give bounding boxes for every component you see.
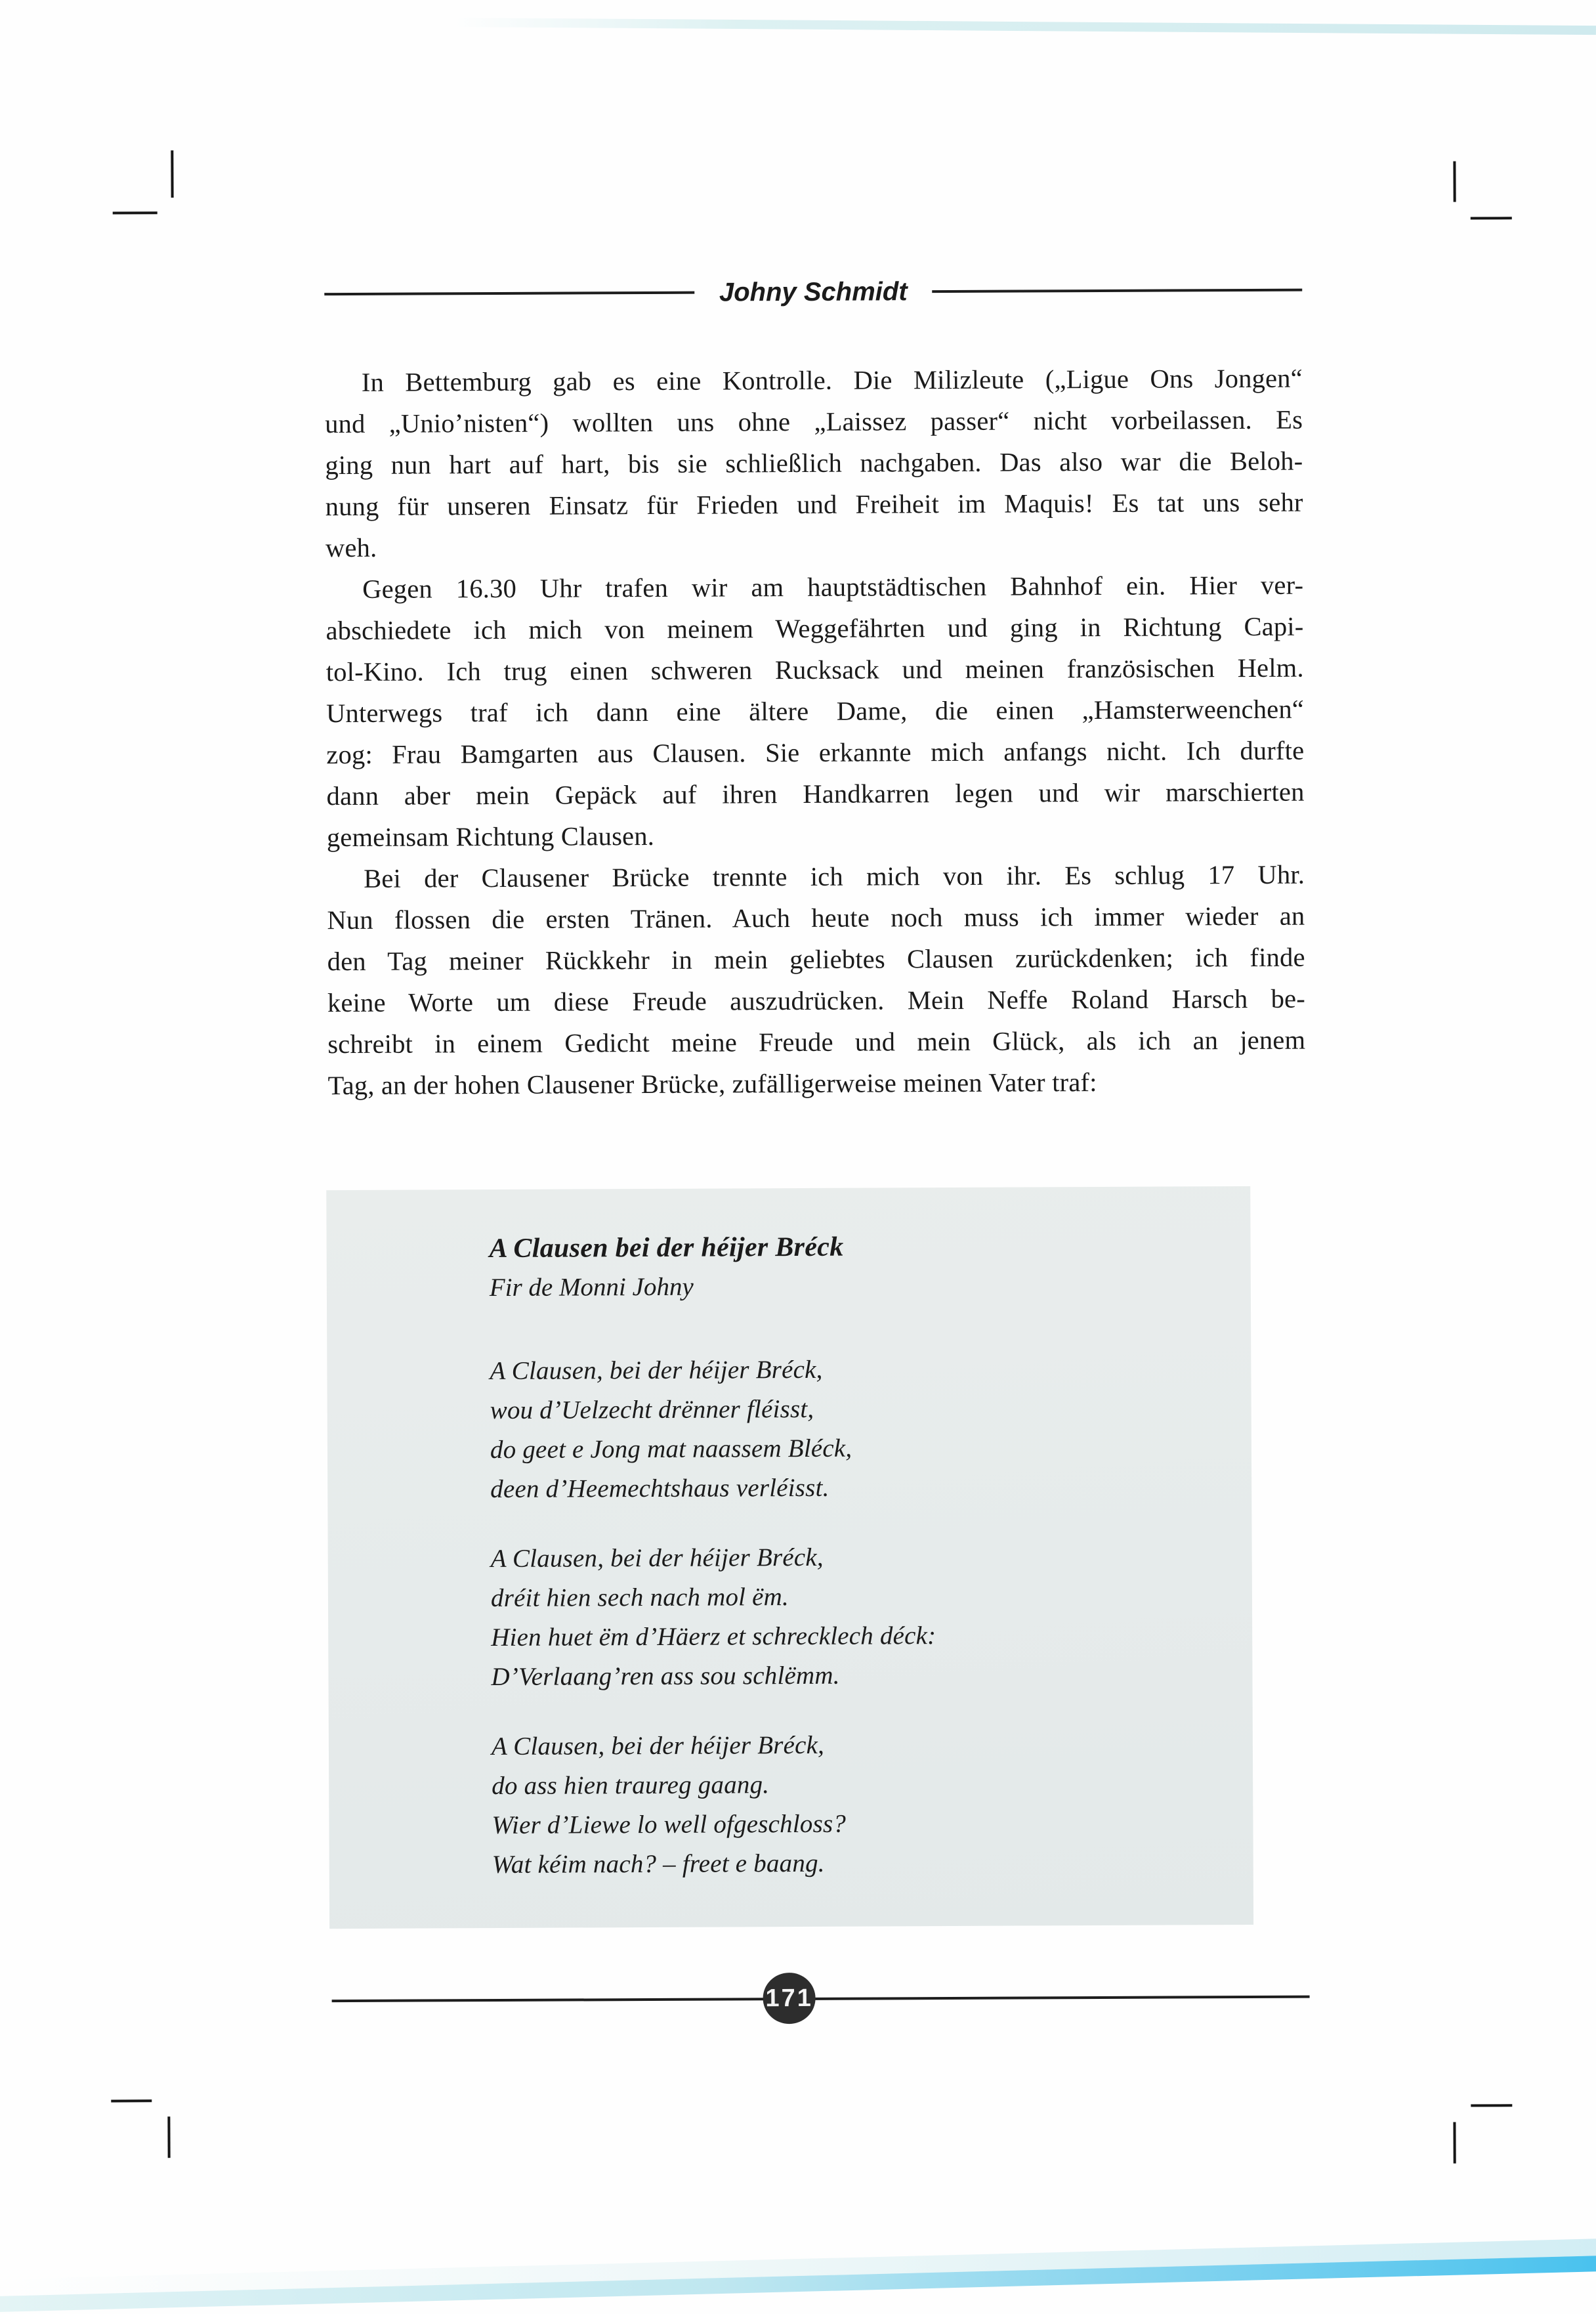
poem-stanza-3-line-1: A Clausen, bei der héijer Bréck, [491, 1730, 825, 1761]
paragraph-1-line-2: und „Unio’nisten“) wollten uns ohne „Laissez passer“ nicht vorbeilassen. Es [325, 404, 1303, 439]
poem-box [326, 1186, 1253, 1929]
poem-stanza-1-line-3: do geet e Jong mat naassem Bléck, [490, 1434, 852, 1465]
paragraph-3-line-2: Nun flossen die ersten Tränen. Auch heute noch muss ich immer wieder an [327, 901, 1305, 935]
poem-stanza-1 [490, 1348, 1212, 1509]
poem-stanza-2-line-1: A Clausen, bei der héijer Bréck, [490, 1543, 824, 1574]
running-head-rule-left [324, 291, 694, 295]
poem-stanzas [490, 1348, 1214, 1885]
paragraph-3-line-6: Tag, an der hohen Clausener Brücke, zufälligerweise meinen Vater traf: [327, 1067, 1097, 1101]
page-footer [331, 1971, 1309, 2026]
poem-stanza-3 [492, 1724, 1214, 1885]
paragraph-1-line-1: In Bettemburg gab es eine Kontrolle. Die Milizleute („Ligue Ons Jongen“ [361, 363, 1303, 397]
poem-stanza-2-line-4: D’Verlaang’ren ass sou schlëmm. [491, 1661, 840, 1692]
paragraph-1-line-5: weh. [325, 532, 377, 563]
crop-mark-top-right-vertical [1453, 161, 1456, 202]
poem-stanza-1-line-2: wou d’Uelzecht drënner fléisst, [490, 1394, 814, 1425]
paragraph-2-line-6: dann aber mein Gepäck auf ihren Handkarren legen und wir marschierten [326, 777, 1305, 811]
paragraph-3-line-5: schreibt in einem Gedicht meine Freude und mein Glück, als ich an jenem [327, 1025, 1306, 1060]
paragraph-2-line-3: tol-Kino. Ich trug einen schweren Rucksack und meinen französischen Helm. [326, 653, 1304, 687]
poem-stanza-2-line-2: dréit hien sech nach mol ëm. [490, 1583, 789, 1613]
paragraph-3-line-4: keine Worte um diese Freude auszudrücken. Mein Neffe Roland Harsch be- [327, 983, 1306, 1018]
poem-stanza-2 [491, 1536, 1213, 1697]
paragraph-3-line-1: Bei der Clausener Brücke trennte ich mich von ihr. Es schlug 17 Uhr. [364, 859, 1305, 893]
poem-stanza-3-line-4: Wat kéim nach? – freet e baang. [492, 1849, 825, 1879]
crop-mark-bottom-right-horizontal [1471, 2104, 1512, 2107]
running-head-author: Johny Schmidt [719, 277, 908, 307]
paragraph-1-line-3: ging nun hart auf hart, bis sie schließlich nachgaben. Das also war die Beloh- [325, 446, 1303, 481]
crop-mark-top-right-horizontal [1471, 217, 1512, 219]
poem-stanza-1-line-4: deen d’Heemechtshaus verléisst. [490, 1473, 830, 1504]
paragraph-1-line-4: nung für unseren Einsatz für Frieden und Freiheit im Maquis! Es tat uns sehr [325, 487, 1303, 522]
poem-title: A Clausen bei der héijer Bréck [489, 1232, 844, 1264]
poem-stanza-2-line-3: Hien huet ëm d’Häerz et schrecklech déck: [491, 1621, 936, 1652]
crop-mark-bottom-right-vertical [1453, 2122, 1456, 2164]
running-head [324, 277, 1302, 308]
paragraph-2-line-1: Gegen 16.30 Uhr trafen wir am hauptstädtischen Bahnhof ein. Hier ver- [362, 570, 1304, 604]
footer-rule [332, 1996, 1310, 2003]
crop-mark-bottom-left-vertical [167, 2116, 170, 2158]
poem-stanza-1-line-1: A Clausen, bei der héijer Bréck, [490, 1355, 823, 1386]
poem-dedication: Fir de Monni Johny [489, 1272, 694, 1302]
running-head-rule-right [933, 289, 1303, 293]
poem-stanza-3-line-2: do ass hien traureg gaang. [492, 1770, 770, 1801]
paragraph-2-line-7: gemeinsam Richtung Clausen. [326, 821, 655, 853]
paragraph-3-line-3: den Tag meiner Rückkehr in mein geliebtes Clausen zurückdenken; ich finde [327, 942, 1305, 977]
poem-stanza-3-line-3: Wier d’Liewe lo well ofgeschloss? [492, 1809, 847, 1840]
crop-mark-top-left-vertical [171, 150, 173, 198]
paragraph-2-line-4: Unterwegs traf ich dann eine ältere Dame, die einen „Hamsterweenchen“ [326, 694, 1305, 729]
page-number-badge: 171 [763, 1973, 815, 2024]
paragraph-2-line-2: abschiedete ich mich von meinem Weggefährten und ging in Richtung Capi- [326, 611, 1304, 646]
crop-mark-bottom-left-horizontal [111, 2099, 152, 2102]
paragraph-2-line-5: zog: Frau Bamgarten aus Clausen. Sie erkannte mich anfangs nicht. Ich durfte [326, 735, 1305, 770]
crop-mark-top-left-horizontal [113, 211, 158, 214]
body-text [325, 358, 1306, 1106]
